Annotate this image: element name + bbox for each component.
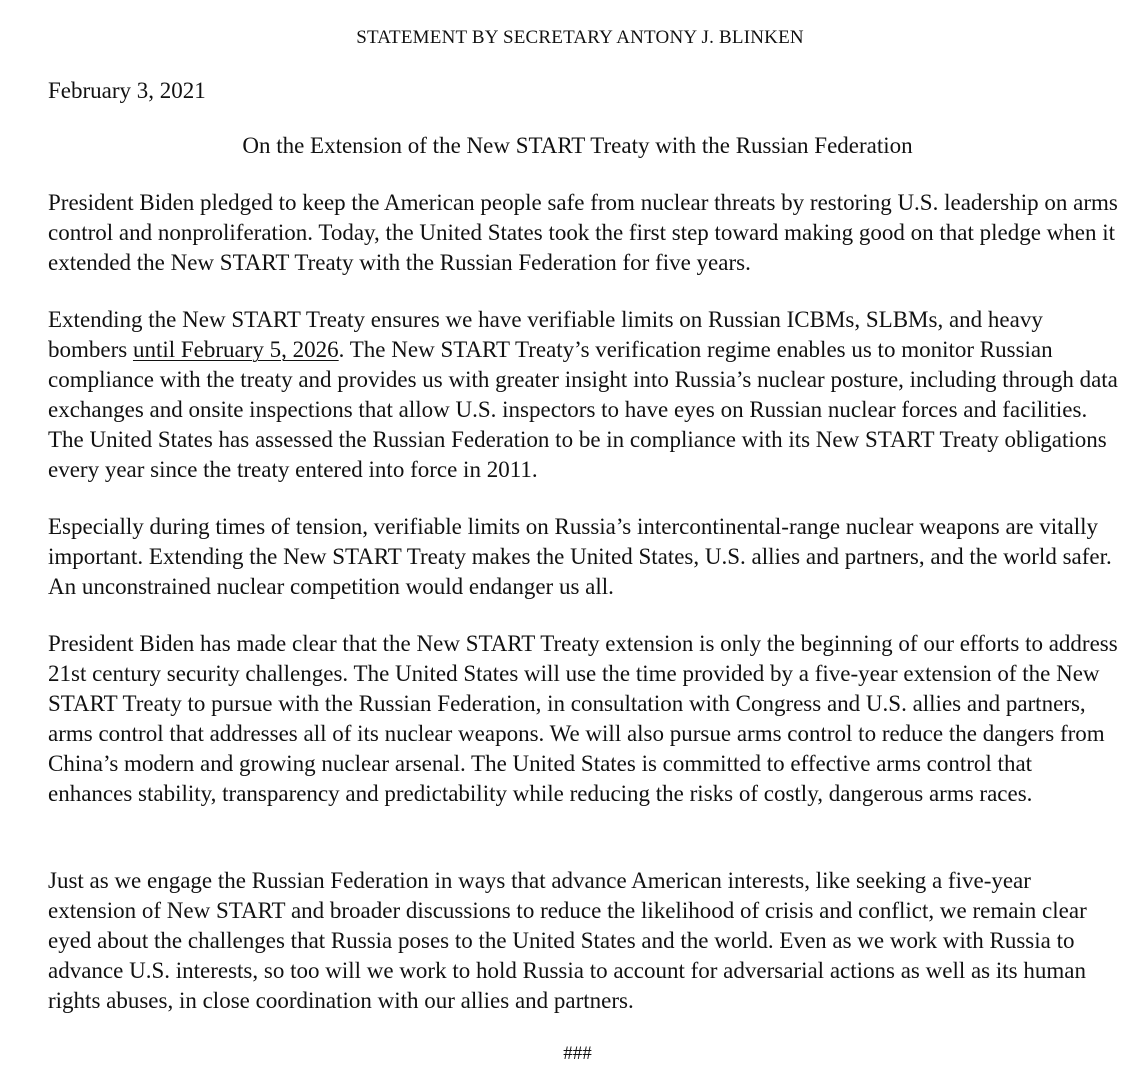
treaty-end-date: until February 5, 2026 <box>132 337 339 362</box>
paragraph-5: Just as we engage the Russian Federation in ways that advance American interests, like seeking a five-year extension of New START and broader discussions to reduce the likelihood of crisis and conflict, we remain clear eyed about the challenges that Russia poses to the United States and the world. Even as we work with Russia to advance U.S. interests, so too will we work to hold Russia to account for adversarial actions as well as its human rights abuses, in close coordination with our allies and partners. <box>48 868 1087 1013</box>
paragraph-1: President Biden pledged to keep the American people safe from nuclear threats by restoring U.S. leadership on arms control and nonproliferation. Today, the United States took the first step toward making good on that pledge when it extended the New START Treaty with the Russian Federation for five years. <box>48 190 1118 275</box>
paragraph-2-text-end: . The New START Treaty’s verification regime enables us to monitor Russian compliance with the treaty and provides us with greater insight into Russia’s nuclear posture, including through data exchanges and onsite inspections that allow U.S. inspectors to have eyes on Russian nuclear forces and facilities. The United States has assessed the Russian Federation to be in compliance with its New START Treaty obligations every year since the treaty entered into force in 2011. <box>48 337 1118 482</box>
statement-header: STATEMENT BY SECRETARY ANTONY J. BLINKEN <box>356 27 804 48</box>
statement-date: February 3, 2021 <box>48 78 206 103</box>
paragraph-2-text-start: Extending the New START Treaty ensures we have verifiable limits on Russian ICBMs, SLBMs, and heavy bombers <box>48 307 1043 362</box>
paragraph-2 <box>48 305 1118 485</box>
statement-title: On the Extension of the New START Treaty with the Russian Federation <box>242 133 913 158</box>
paragraph-3: Especially during times of tension, verifiable limits on Russia’s intercontinental-range nuclear weapons are vitally important. Extending the New START Treaty makes the United States, U.S. allies and partners, and the world safer. An unconstrained nuclear competition would endanger us all. <box>48 514 1112 599</box>
end-mark: ### <box>563 1043 592 1064</box>
paragraph-4: President Biden has made clear that the New START Treaty extension is only the beginning of our efforts to address 21st century security challenges. The United States will use the time provided by a five-year extension of the New START Treaty to pursue with the Russian Federation, in consultation with Congress and U.S. allies and partners, arms control that addresses all of its nuclear weapons. We will also pursue arms control to reduce the dangers from China’s modern and growing nuclear arsenal. The United States is committed to effective arms control that enhances stability, transparency and predictability while reducing the risks of costly, dangerous arms races. <box>48 631 1118 806</box>
